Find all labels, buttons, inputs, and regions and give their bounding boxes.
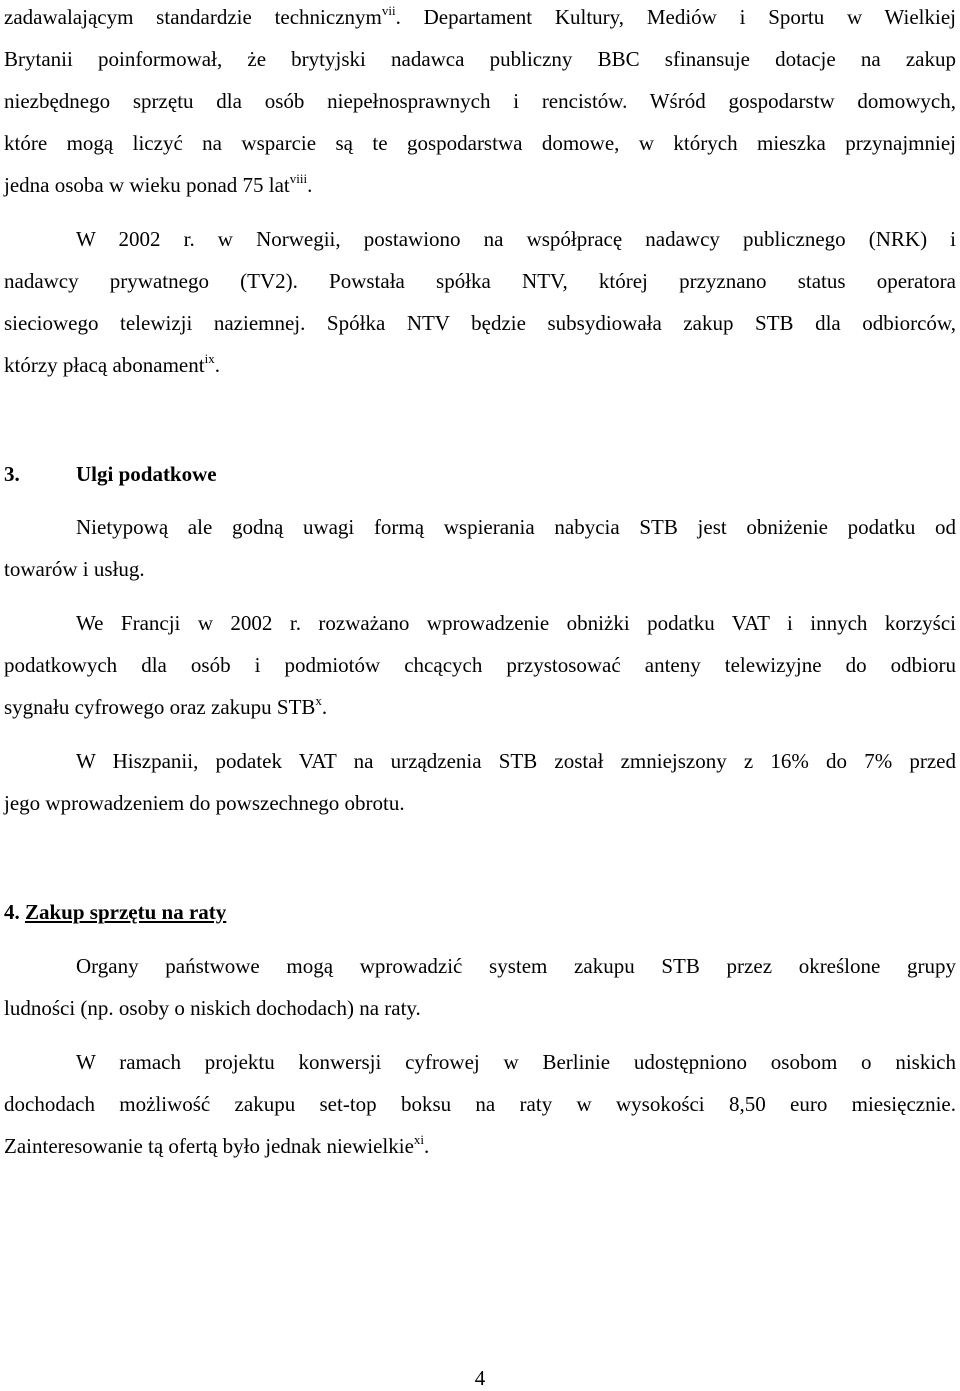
footnote-marker: viii	[289, 171, 308, 186]
footnote-marker: vii	[381, 3, 396, 18]
text-segment: Zainteresowanie tą ofertą było jednak niewielkie	[4, 1134, 414, 1158]
section-title: Ulgi podatkowe	[76, 462, 217, 486]
section-3-paragraph-1-line-2: towarów i usług.	[4, 557, 145, 581]
section-4-heading	[4, 899, 956, 925]
section-3-paragraph-2-line-3	[4, 694, 956, 720]
paragraph-2-line-4	[4, 352, 956, 378]
section-4-paragraph-2-line-1: W ramach projektu konwersji cyfrowej w Berlinie udostępniono osobom o niskich	[76, 1050, 956, 1074]
paragraph-1-line-4: które mogą liczyć na wsparcie są te gospodarstwa domowe, w których mieszka przynajmniej	[4, 131, 956, 155]
section-4-paragraph-2-line-2: dochodach możliwość zakupu set-top boksu na raty w wysokości 8,50 euro miesięcznie.	[4, 1092, 956, 1116]
section-3-paragraph-2-line-1: We Francji w 2002 r. rozważano wprowadzenie obniżki podatku VAT i innych korzyści	[76, 611, 956, 635]
paragraph-1-line-3: niezbędnego sprzętu dla osób niepełnosprawnych i rencistów. Wśród gospodarstw domowych,	[4, 89, 956, 113]
paragraph-1-line-2: Brytanii poinformował, że brytyjski nadawca publiczny BBC sfinansuje dotacje na zakup	[4, 47, 956, 71]
paragraph-1-line-5	[4, 172, 956, 198]
section-3-paragraph-3-line-1: W Hiszpanii, podatek VAT na urządzenia STB został zmniejszony z 16% do 7% przed	[76, 749, 956, 773]
text-segment: .	[307, 173, 313, 197]
section-number: 3.	[4, 462, 20, 486]
text-segment: .	[321, 695, 328, 719]
section-3-paragraph-2-line-2: podatkowych dla osób i podmiotów chcących przystosować anteny telewizyjne do odbioru	[4, 653, 956, 677]
footnote-marker: xi	[413, 1132, 425, 1147]
footnote-marker: x	[315, 693, 322, 708]
section-3-paragraph-3-line-2: jego wprowadzeniem do powszechnego obrotu.	[4, 791, 405, 815]
section-4-paragraph-1-line-2: ludności (np. osoby o niskich dochodach) na raty.	[4, 996, 421, 1020]
paragraph-2-line-2: nadawcy prywatnego (TV2). Powstała spółka NTV, której przyznano status operatora	[4, 269, 956, 293]
section-title: Zakup sprzętu na raty	[25, 900, 227, 924]
paragraph-1-line-1	[4, 4, 956, 30]
page-number: 4	[474, 1366, 486, 1390]
paragraph-2-line-1: W 2002 r. w Norwegii, postawiono na współpracę nadawcy publicznego (NRK) i	[76, 227, 956, 251]
text-segment: .	[214, 353, 220, 377]
section-3-paragraph-1-line-1: Nietypową ale godną uwagi formą wspierania nabycia STB jest obniżenie podatku od	[76, 515, 956, 539]
text-segment: . Departament Kultury, Mediów i Sportu w Wielkiej	[395, 5, 956, 29]
section-4-paragraph-1-line-1: Organy państwowe mogą wprowadzić system zakupu STB przez określone grupy	[76, 954, 956, 978]
text-segment: którzy płacą abonament	[4, 353, 205, 377]
text-segment: jedna osoba w wieku ponad 75 lat	[4, 173, 290, 197]
section-number: 4.	[4, 900, 20, 924]
section-4-paragraph-2-line-3	[4, 1133, 956, 1159]
footnote-marker: ix	[204, 351, 215, 366]
text-segment: .	[424, 1134, 430, 1158]
section-3-heading	[4, 461, 956, 487]
text-segment: zadawalającym standardzie technicznym	[4, 5, 382, 29]
text-segment: sygnału cyfrowego oraz zakupu STB	[4, 695, 316, 719]
paragraph-2-line-3: sieciowego telewizji naziemnej. Spółka NTV będzie subsydiowała zakup STB dla odbiorców,	[4, 311, 956, 335]
